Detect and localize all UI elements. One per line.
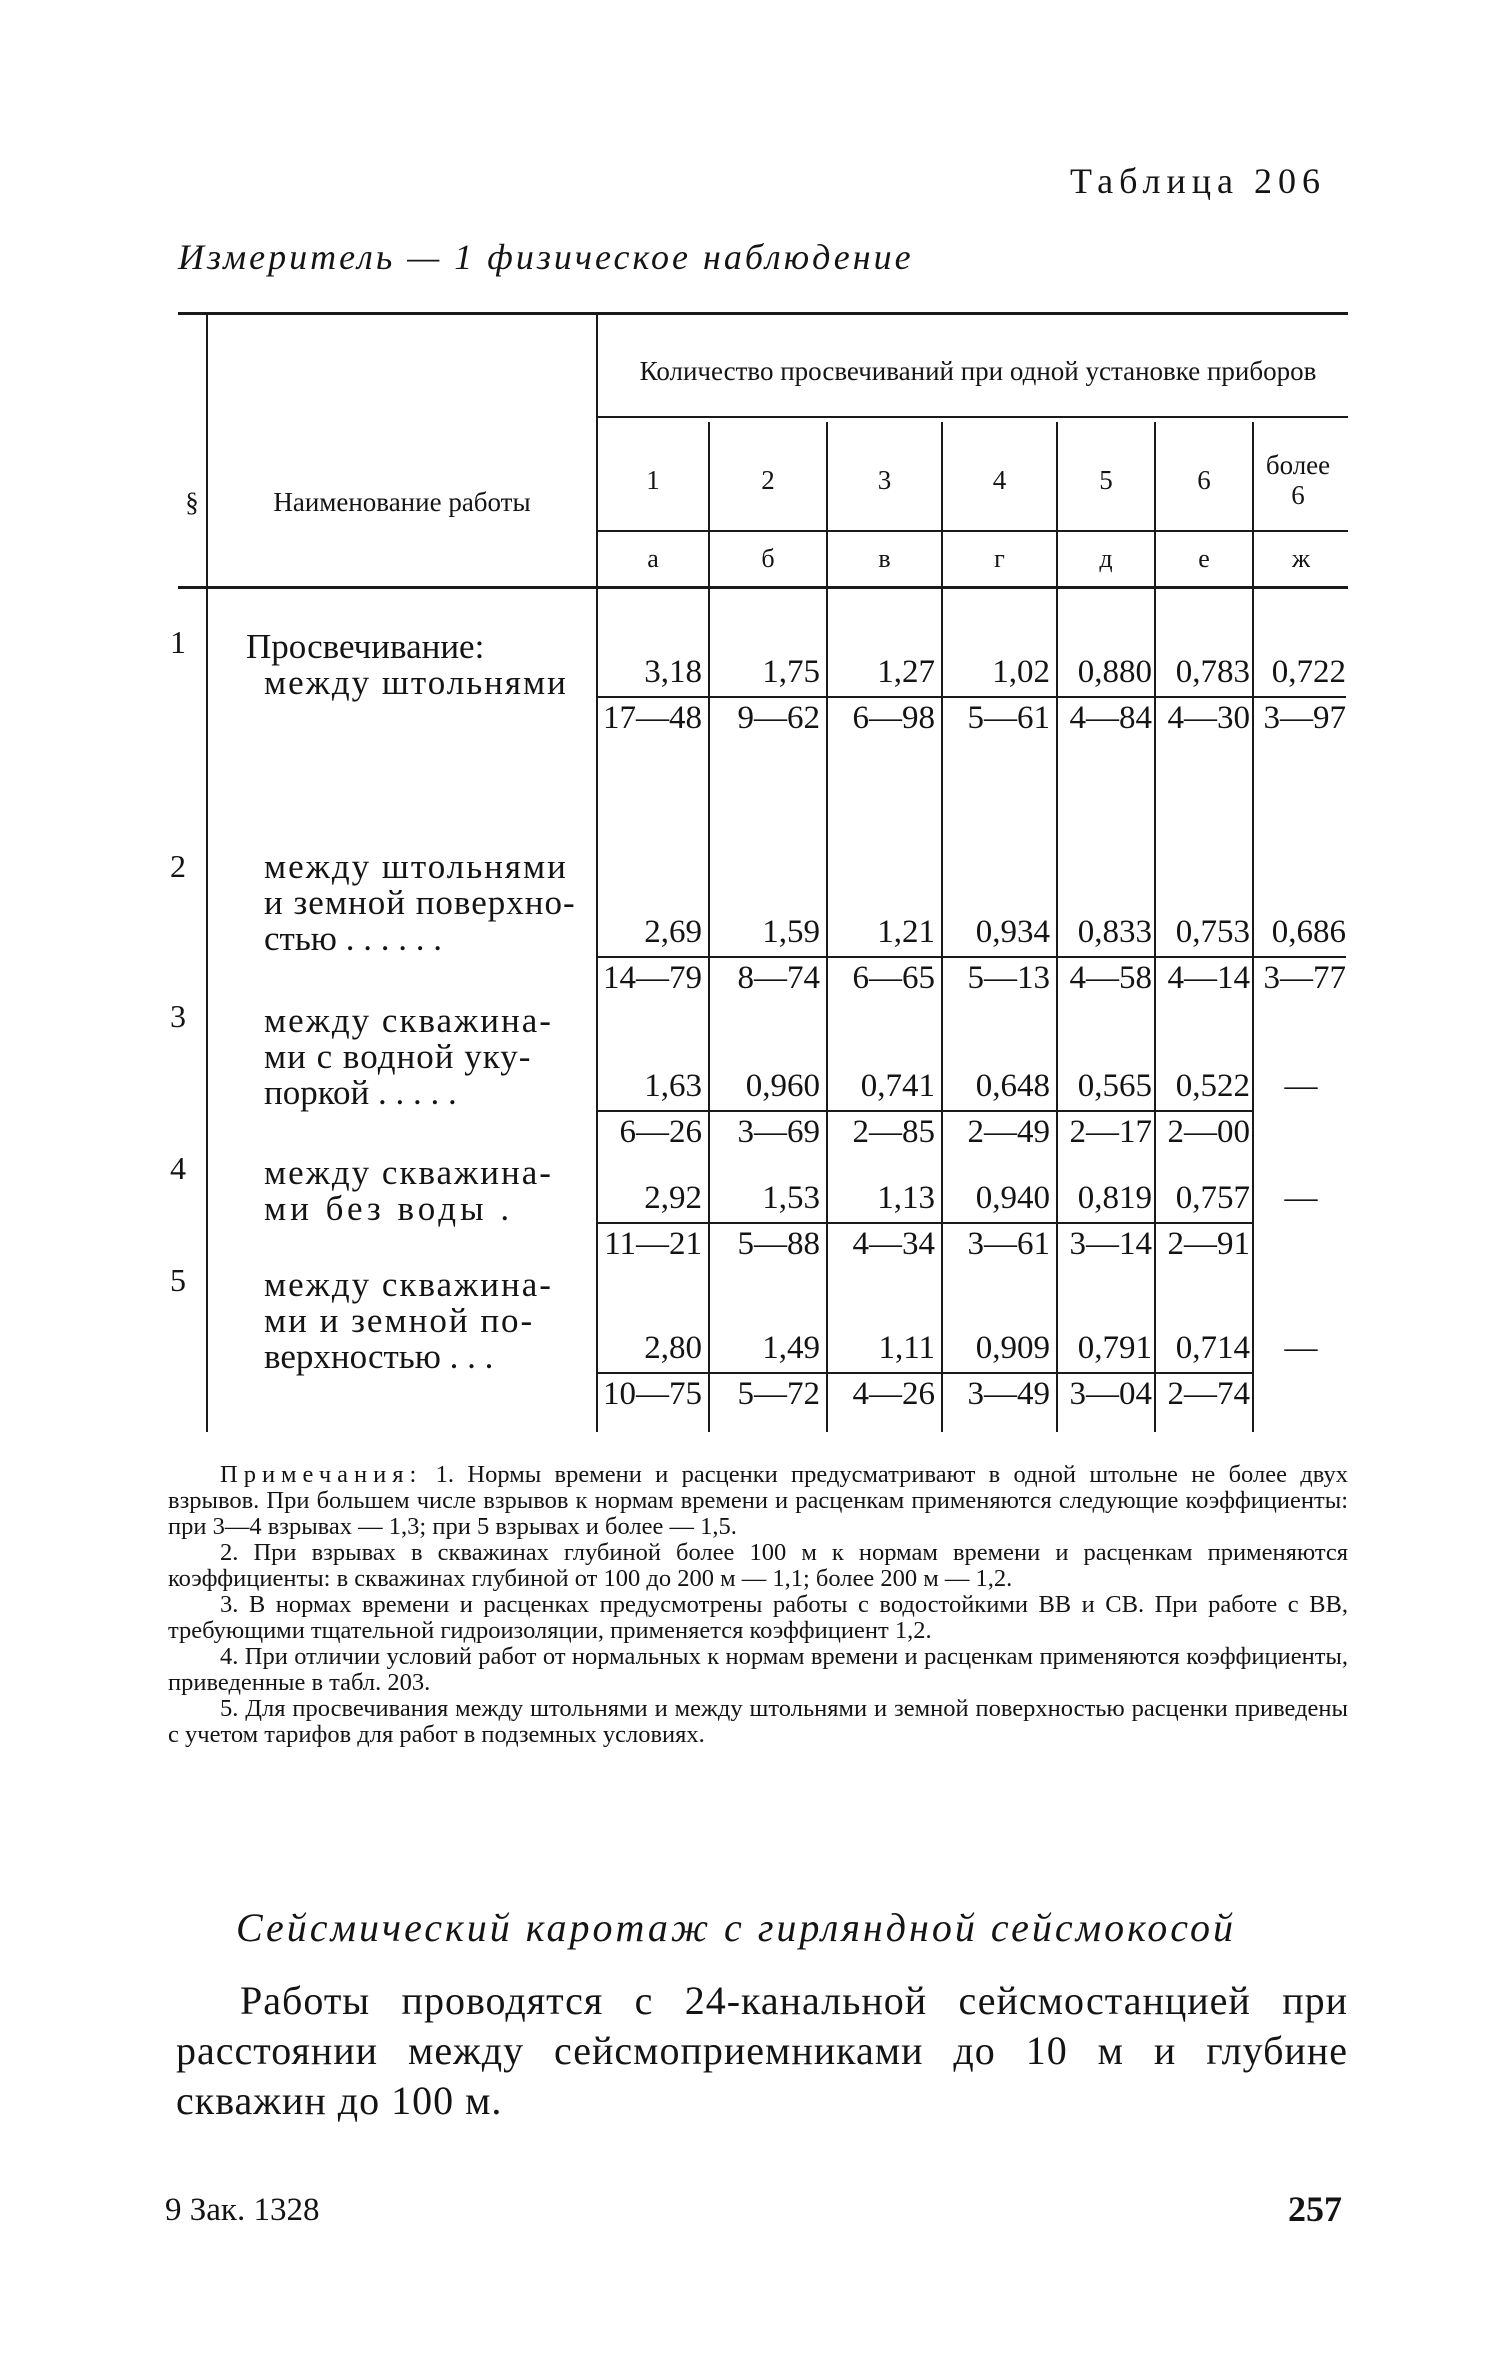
rate: 3—04 <box>1069 1376 1152 1412</box>
rate: 5—13 <box>967 960 1050 996</box>
group-header-rule <box>598 416 1348 418</box>
rate: 6—98 <box>852 700 935 736</box>
time-norm: 1,53 <box>762 1180 820 1216</box>
imprint: 9 Зак. 1328 <box>165 2192 320 2228</box>
time-norm: 0,833 <box>1077 914 1152 950</box>
rate: 4—58 <box>1069 960 1152 996</box>
no-value-dash: — <box>1284 1068 1318 1104</box>
rate: 6—26 <box>619 1114 702 1150</box>
note-item: 3. В нормах времени и расценках предусмотрены работы с водостойкими ВВ и СВ. При работе с ВВ, требующими тщательной гидроизоляции, применяется коэффициент 1,2. <box>168 1591 1348 1644</box>
col-letter: е <box>1198 544 1210 573</box>
rate: 4—30 <box>1167 700 1250 736</box>
col-letter: в <box>878 544 891 573</box>
time-norm: 0,880 <box>1077 654 1152 690</box>
row-number: 2 <box>170 848 186 884</box>
time-norm: 1,13 <box>877 1180 935 1216</box>
count-row-rule <box>598 530 1348 532</box>
no-value-dash: — <box>1284 1180 1318 1216</box>
rate: 9—62 <box>737 700 820 736</box>
rate: 3—14 <box>1069 1226 1152 1262</box>
time-norm: 0,741 <box>860 1068 935 1104</box>
col-count: 4 <box>992 465 1007 495</box>
note-item: 4. При отличии условий работ от нормальных к нормам времени и расценкам применяются коэффициенты, приведенные в табл. 203. <box>168 1643 1348 1696</box>
rate: 4—14 <box>1167 960 1250 996</box>
rate: 2—91 <box>1167 1226 1250 1262</box>
time-norm: 0,522 <box>1175 1068 1250 1104</box>
fraction-line <box>598 1110 1252 1112</box>
rate: 5—72 <box>737 1376 820 1412</box>
row-name-line: между скважина- <box>264 1153 553 1192</box>
row-name-line: и земной поверхно- <box>264 883 576 922</box>
rate: 11—21 <box>604 1226 702 1262</box>
time-norm: 2,80 <box>644 1330 702 1366</box>
rate: 5—61 <box>967 700 1050 736</box>
time-norm: 3,18 <box>644 654 702 690</box>
time-norm: 0,934 <box>975 914 1050 950</box>
rate: 8—74 <box>737 960 820 996</box>
time-norm: 0,819 <box>1077 1180 1152 1216</box>
time-norm: 0,714 <box>1175 1330 1250 1366</box>
norms-table <box>170 312 1348 1432</box>
time-norm: 0,686 <box>1271 914 1346 950</box>
row-number: 4 <box>170 1150 186 1186</box>
col-letter: г <box>994 544 1005 573</box>
body-text: Работы проводятся с 24-канальной сейсмостанцией при расстоянии между сейсмоприемниками до 10 м и глубине скважин до 100 м. <box>176 1978 1348 2123</box>
section-title: Сейсмический каротаж с гирляндной сейсмокосой <box>236 1905 1237 1950</box>
row-name-line: стью . . . . . . <box>264 919 442 958</box>
time-norm: 0,909 <box>975 1330 1050 1366</box>
rate: 3—61 <box>967 1226 1050 1262</box>
col-letter: б <box>761 544 775 573</box>
table-top-rule <box>178 312 1348 315</box>
rate: 2—17 <box>1069 1114 1152 1150</box>
rate: 3—49 <box>967 1376 1050 1412</box>
col-count: более 6 <box>1265 450 1331 510</box>
measure-unit: Измеритель — 1 физическое наблюдение <box>178 237 914 277</box>
rate: 4—84 <box>1069 700 1152 736</box>
time-norm: 1,02 <box>992 654 1050 690</box>
time-norm: 1,11 <box>878 1330 935 1366</box>
rate: 3—97 <box>1263 700 1346 736</box>
rate: 10—75 <box>603 1376 702 1412</box>
fraction-line <box>598 1372 1252 1374</box>
time-norm: 0,791 <box>1077 1330 1152 1366</box>
page-number: 257 <box>1288 2189 1342 2229</box>
note-item: 5. Для просвечивания между штольнями и между штольнями и земной поверхностью расценки приведены с учетом тарифов для работ в подземных условиях. <box>168 1695 1348 1748</box>
rate: 4—26 <box>852 1376 935 1412</box>
time-norm: 0,565 <box>1077 1068 1152 1104</box>
time-norm: 0,757 <box>1175 1180 1250 1216</box>
row-number: 3 <box>170 998 186 1034</box>
col-count: 3 <box>877 465 892 495</box>
col-header-name: Наименование работы <box>273 487 531 517</box>
col-count: 1 <box>646 465 660 495</box>
row-number: 5 <box>170 1262 186 1298</box>
row-name-line: ми и земной по- <box>264 1301 535 1340</box>
time-norm: 0,783 <box>1175 654 1250 690</box>
row-name: Просвечивание: <box>246 627 485 666</box>
note-item <box>168 1462 1348 1540</box>
time-norm: 1,59 <box>762 914 820 950</box>
row-name-line: ми с водной уку- <box>264 1037 532 1076</box>
row-name-line: верхностью . . . <box>264 1337 494 1376</box>
row-name-line: между штольнями <box>264 847 568 886</box>
rate: 4—34 <box>852 1226 935 1262</box>
row-name-line: ми без воды . <box>264 1189 514 1228</box>
header-bottom-rule <box>178 586 1348 589</box>
col-header-section: § <box>185 487 199 517</box>
time-norm: 0,960 <box>745 1068 820 1104</box>
rate: 2—85 <box>852 1114 935 1150</box>
col-count: 2 <box>761 465 775 495</box>
time-norm: 2,69 <box>644 914 702 950</box>
row-name-sub: между штольнями <box>264 663 568 702</box>
fraction-line <box>598 696 1346 698</box>
col-letter: д <box>1099 544 1113 573</box>
col-count: 5 <box>1099 465 1113 495</box>
time-norm: 2,92 <box>644 1180 702 1216</box>
rate: 6—65 <box>852 960 935 996</box>
row-name-line: между скважина- <box>264 1001 553 1040</box>
rate: 2—74 <box>1167 1376 1250 1412</box>
notes-lead: Примечания: <box>220 1461 423 1488</box>
table-notes <box>168 1462 1348 1748</box>
time-norm: 0,722 <box>1271 654 1346 690</box>
fraction-line <box>598 956 1346 958</box>
rate: 2—00 <box>1167 1114 1250 1150</box>
rate: 3—69 <box>737 1114 820 1150</box>
col-letter: а <box>647 544 659 573</box>
time-norm: 1,27 <box>877 654 935 690</box>
time-norm: 1,21 <box>877 914 935 950</box>
row-name-line: между скважина- <box>264 1265 553 1304</box>
time-norm: 1,49 <box>762 1330 820 1366</box>
body-paragraph <box>176 1976 1348 2126</box>
rate: 3—77 <box>1263 960 1346 996</box>
col-count: 6 <box>1197 465 1211 495</box>
time-norm: 0,648 <box>975 1068 1050 1104</box>
note-text: 1. Нормы времени и расценки предусматривают в одной штольне не более двух взрывов. При большем числе взрывов к нормам времени и расценкам применяются следующие коэффициенты: при 3—4 взрывах — 1,3; при 5 взрывах и более — 1,5. <box>168 1461 1348 1540</box>
col-letter: ж <box>1292 544 1310 573</box>
no-value-dash: — <box>1284 1330 1318 1366</box>
time-norm: 1,75 <box>762 654 820 690</box>
col-group-header: Количество просвечиваний при одной установке приборов <box>639 356 1317 386</box>
time-norm: 0,753 <box>1175 914 1250 950</box>
rate: 14—79 <box>603 960 702 996</box>
time-norm: 1,63 <box>644 1068 702 1104</box>
rate: 2—49 <box>967 1114 1050 1150</box>
rate: 5—88 <box>737 1226 820 1262</box>
row-number: 1 <box>170 624 186 660</box>
fraction-line <box>598 1222 1252 1224</box>
row-name-line: поркой . . . . . <box>264 1073 457 1112</box>
note-item: 2. При взрывах в скважинах глубиной более 100 м к нормам времени и расценкам применяются коэффициенты: в скважинах глубиной от 100 до 200 м — 1,1; более 200 м — 1,2. <box>168 1539 1348 1592</box>
table-number: Таблица 206 <box>1070 161 1326 201</box>
time-norm: 0,940 <box>975 1180 1050 1216</box>
rate: 17—48 <box>603 700 702 736</box>
